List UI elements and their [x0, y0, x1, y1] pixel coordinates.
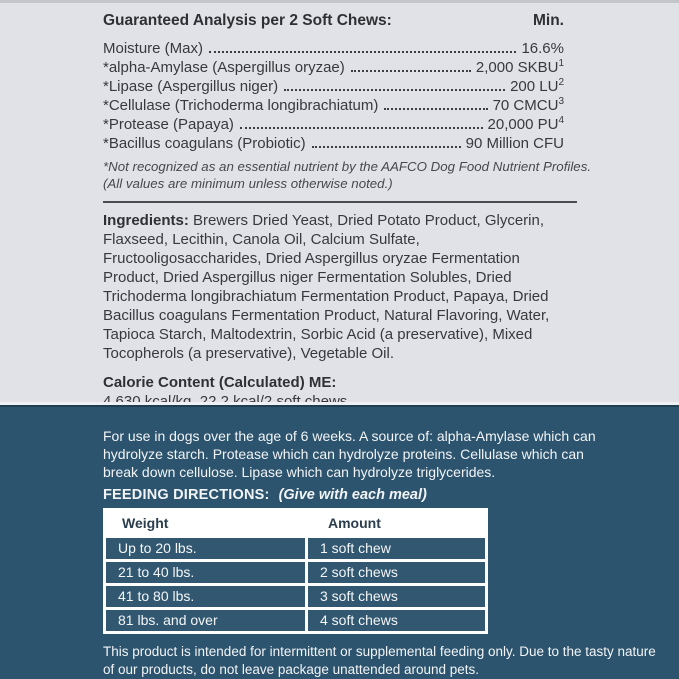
feeding-directions-title: FEEDING DIRECTIONS: [103, 487, 270, 503]
ingredients-label: Ingredients: [103, 212, 189, 229]
weight-cell: 21 to 40 lbs. [106, 562, 305, 583]
dot-leader [312, 146, 461, 148]
ga-row-label: *Protease (Papaya) [103, 116, 234, 133]
ga-row-value: 90 Million CFU [465, 135, 564, 152]
ga-row-label: *Lipase (Aspergillus niger) [103, 78, 279, 95]
usage-paragraph: For use in dogs over the age of 6 weeks. A source of: alpha-Amylase which can hydrolyze starch. Protease which can hydrolyze proteins. Cellulase which can break down cellulose. Lipase which can hydrolyze triglycerides. [103, 428, 596, 480]
section-divider [103, 201, 577, 203]
feeding-table-header-row [106, 511, 485, 535]
ga-row-value: 16.6% [521, 40, 564, 57]
ga-row-label: Moisture (Max) [103, 40, 204, 57]
ga-row-value: 200 $LU^2$ [510, 77, 564, 95]
guaranteed-analysis-section [0, 3, 679, 402]
aafco-footnote-line1: *Not recognized as an essential nutrient by the AAFCO Dog Food Nutrient Profiles. [103, 159, 592, 174]
feeding-table [103, 508, 488, 634]
feeding-section-content [103, 407, 679, 678]
min-column-label: Min. [533, 12, 564, 29]
guaranteed-analysis-content [103, 3, 592, 411]
dot-leader [284, 89, 505, 91]
ingredients-paragraph [103, 211, 577, 363]
ingredients-list: Brewers Dried Yeast, Dried Potato Product, Glycerin, Flaxseed, Lecithin, Canola Oil, Calcium Sulfate, Fructooligosaccharides, Dried Aspergillus oryzae Fermentation Product, Dried Aspergillus niger Fermentation Solubles, Dried Trichoderma longibrachiatum Fermentation Product, Papaya, Dried Bacillus coagulans Fermentation Product, Natural Flavoring, Water, Tapioca Starch, Maltodextrin, Sorbic Acid (a preservative), Mixed Tocopherols (a preservative), Vegetable Oil. [103, 212, 550, 362]
ga-row-label: *Bacillus coagulans (Probiotic) [103, 135, 306, 152]
guaranteed-analysis-header [103, 12, 577, 30]
ga-row-label: *alpha-Amylase (Aspergillus oryzae) [103, 59, 345, 76]
ga-row-label: *Cellulase (Trichoderma longibrachiatum) [103, 97, 379, 114]
ga-row-value: 2,000 SKBU$^1$ [475, 58, 564, 76]
feeding-section [0, 407, 679, 679]
feeding-table-header-weight: Weight [106, 511, 309, 535]
ga-row-protease [103, 115, 564, 134]
amount-cell: 3 soft chews [308, 586, 485, 607]
ga-row-lipase [103, 77, 564, 96]
weight-cell: 81 lbs. and over [106, 610, 305, 631]
ga-row-alpha-amylase [103, 58, 564, 77]
intermittent-feeding-note: This product is intended for intermittent or supplemental feeding only. Due to the tasty nature of our products, do not leave package unattended around pets. [103, 644, 656, 677]
amount-cell: 1 soft chew [308, 538, 485, 559]
ga-row-cellulase [103, 96, 564, 115]
ga-row-moisture [103, 39, 564, 58]
ga-row-bacillus-coagulans [103, 134, 564, 153]
weight-cell: Up to 20 lbs. [106, 538, 305, 559]
amount-cell: 4 soft chews [308, 610, 485, 631]
feeding-table-row [106, 562, 485, 583]
feeding-table-row [106, 586, 485, 607]
ga-row-value: 20,000 $PU^4$ [487, 115, 564, 133]
dot-leader [384, 108, 487, 110]
aafco-footnote-line2: (All values are minimum unless otherwise noted.) [103, 176, 393, 191]
feeding-table-row [106, 610, 485, 631]
ga-row-value: 70 CMCU$^3$ [492, 96, 564, 114]
feeding-table-header-amount: Amount [312, 511, 485, 535]
weight-cell: 41 to 80 lbs. [106, 586, 305, 607]
feeding-directions-subtitle: (Give with each meal) [278, 487, 427, 503]
guaranteed-analysis-rows [103, 39, 577, 153]
feeding-directions-heading [103, 487, 679, 503]
feeding-table-row [106, 538, 485, 559]
amount-cell: 2 soft chews [308, 562, 485, 583]
dot-leader [209, 51, 516, 53]
calorie-content-label: Calorie Content (Calculated) ME: [103, 374, 337, 391]
dot-leader [351, 70, 471, 72]
guaranteed-analysis-title: Guaranteed Analysis per 2 Soft Chews: [103, 12, 392, 29]
dot-leader [240, 127, 483, 129]
aafco-footnote [103, 158, 592, 192]
